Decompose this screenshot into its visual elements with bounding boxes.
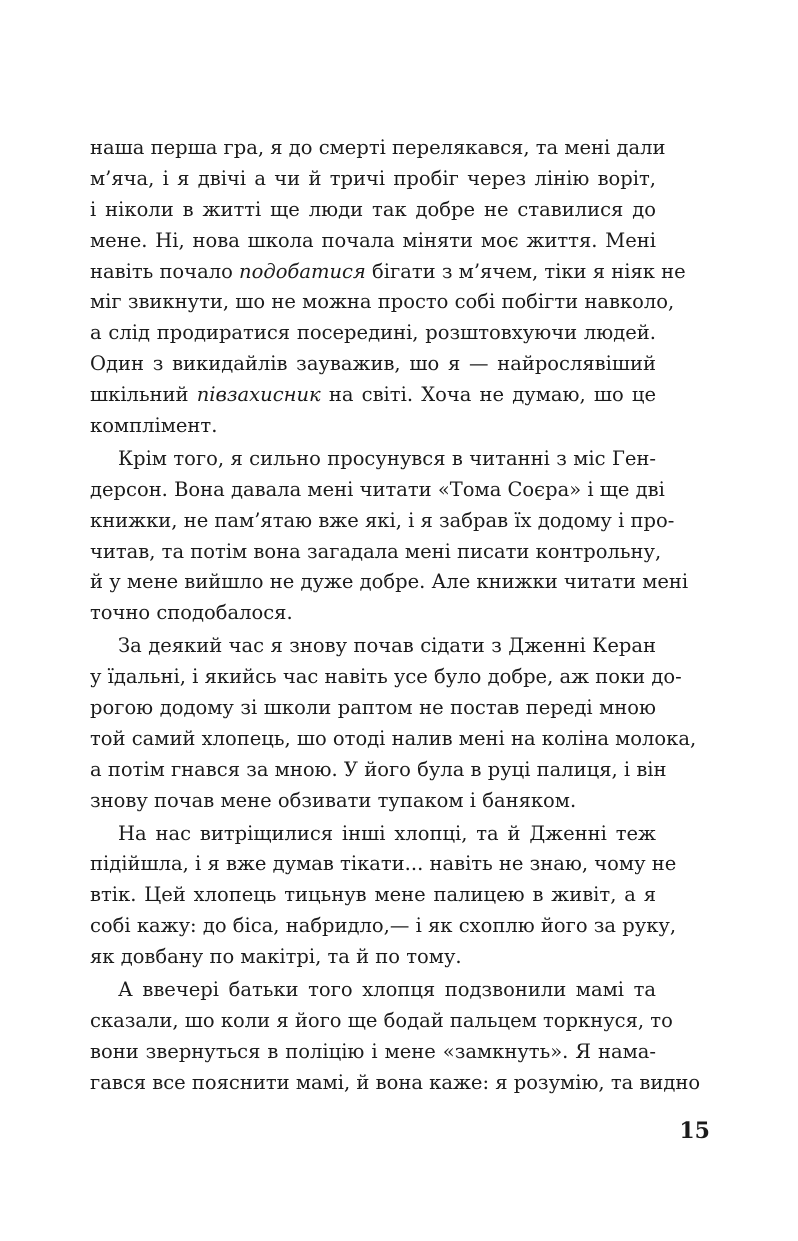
text-line [90,662,682,693]
text-segment: на світі. Хоча не думаю, шо це [320,383,656,407]
text-segment: мене. Ні, нова школа почала міняти моє життя. Мені [90,228,656,252]
text-segment: А ввечері батьки того хлопця подзвонили мамі та [118,978,656,1002]
text-line [90,755,667,786]
text-line [90,880,656,911]
text-segment: той самий хлопець, шо отоді налив мені на коліна молока, [90,726,697,750]
text-segment: у їдальні, і якийсь час навіть усе було добре, аж поки до- [90,665,682,689]
text-line [90,411,656,442]
text-line [90,631,656,662]
text-line [90,567,689,598]
paragraph [90,133,686,442]
paragraph [90,819,677,973]
paragraph [90,631,697,816]
text-segment: і ніколи в житті ще люди так добре не ставилися до [90,197,656,221]
text-segment: шкільний [90,383,197,407]
italic-text: подобатися [239,259,366,283]
text-line [90,1068,701,1099]
text-line [90,287,675,318]
text-line [90,195,656,226]
text-line [90,133,666,164]
text-segment: а потім гнався за мною. У його була в руці палиця, і він [90,757,667,781]
text-segment: підійшла, і я вже думав тікати... навіть не знаю, чому не [90,852,677,876]
text-segment: дерсон. Вона давала мені читати «Тома Соєра» і ще дві [90,477,665,501]
text-segment: втік. Цей хлопець тицьнув мене палицею в живіт, а я [90,883,656,907]
text-line [90,975,656,1006]
text-segment: наша перша гра, я до смерті перелякався, та мені дали [90,136,666,159]
text-segment: й у мене вийшло не дуже добре. Але книжки читати мені [90,570,689,594]
text-line [90,911,677,942]
text-line [90,849,677,880]
text-segment: сказали, шо коли я його ще бодай пальцем торкнуся, то [90,1008,673,1032]
text-line [90,693,656,724]
text-line [90,786,656,817]
text-line [90,1006,673,1037]
text-segment: точно сподобалося. [90,601,293,625]
paragraph [90,975,701,1099]
text-line [90,1037,656,1068]
text-line [90,226,656,257]
text-segment: м’яча, і я двічі а чи й тричі пробіг через лінію воріт, [90,166,656,190]
italic-text: півзахисник [196,383,321,407]
page-number: 15 [679,1118,710,1144]
text-line [90,819,656,850]
text-line [90,257,686,288]
text-line [90,349,656,380]
text-segment: книжки, не пам’ятаю вже які, і я забрав їх додому і про- [90,508,675,532]
text-segment: Крім того, я сильно просунувся в читанні з міс Ген- [118,446,656,470]
text-segment: бігати з м’ячем, тіки я ніяк не [365,259,686,283]
text-segment: За деякий час я знову почав сідати з Дженні Керан [118,634,656,658]
text-line [90,724,697,755]
text-segment: На нас витріщилися інші хлопці, та й Дженні теж [118,821,656,845]
text-segment: собі кажу: до біса, набридло,— і як схоплю його за руку, [90,914,677,938]
text-segment: читав, та потім вона загадала мені писати контрольну, [90,539,662,563]
text-segment: знову почав мене обзивати тупаком і баняком. [90,788,577,812]
text-segment: а слід продиратися посередині, розштовхуючи людей. [90,321,656,345]
text-segment: Один з викидайлів зауважив, шо я — найрослявіший [90,352,656,376]
text-line [90,318,656,349]
text-line [90,164,656,195]
text-segment: рогою додому зі школи раптом не постав переді мною [90,696,656,720]
text-segment: гався все пояснити мамі, й вона каже: я розумію, та видно [90,1070,701,1094]
text-line [90,444,656,475]
text-line [90,475,665,506]
page-text [90,133,701,1099]
text-segment: навіть почало [90,259,240,283]
text-line [90,598,656,629]
text-segment: комплімент. [90,414,218,438]
text-segment: як довбану по макітрі, та й по тому. [90,945,462,969]
text-line [90,380,656,411]
text-segment: вони звернуться в поліцію і мене «замкнуть». Я нама- [90,1039,656,1063]
text-line [90,537,662,568]
text-line [90,506,675,537]
text-segment: міг звикнути, шо не можна просто собі побігти навколо, [90,290,675,314]
paragraph [90,444,689,629]
text-line [90,942,656,973]
